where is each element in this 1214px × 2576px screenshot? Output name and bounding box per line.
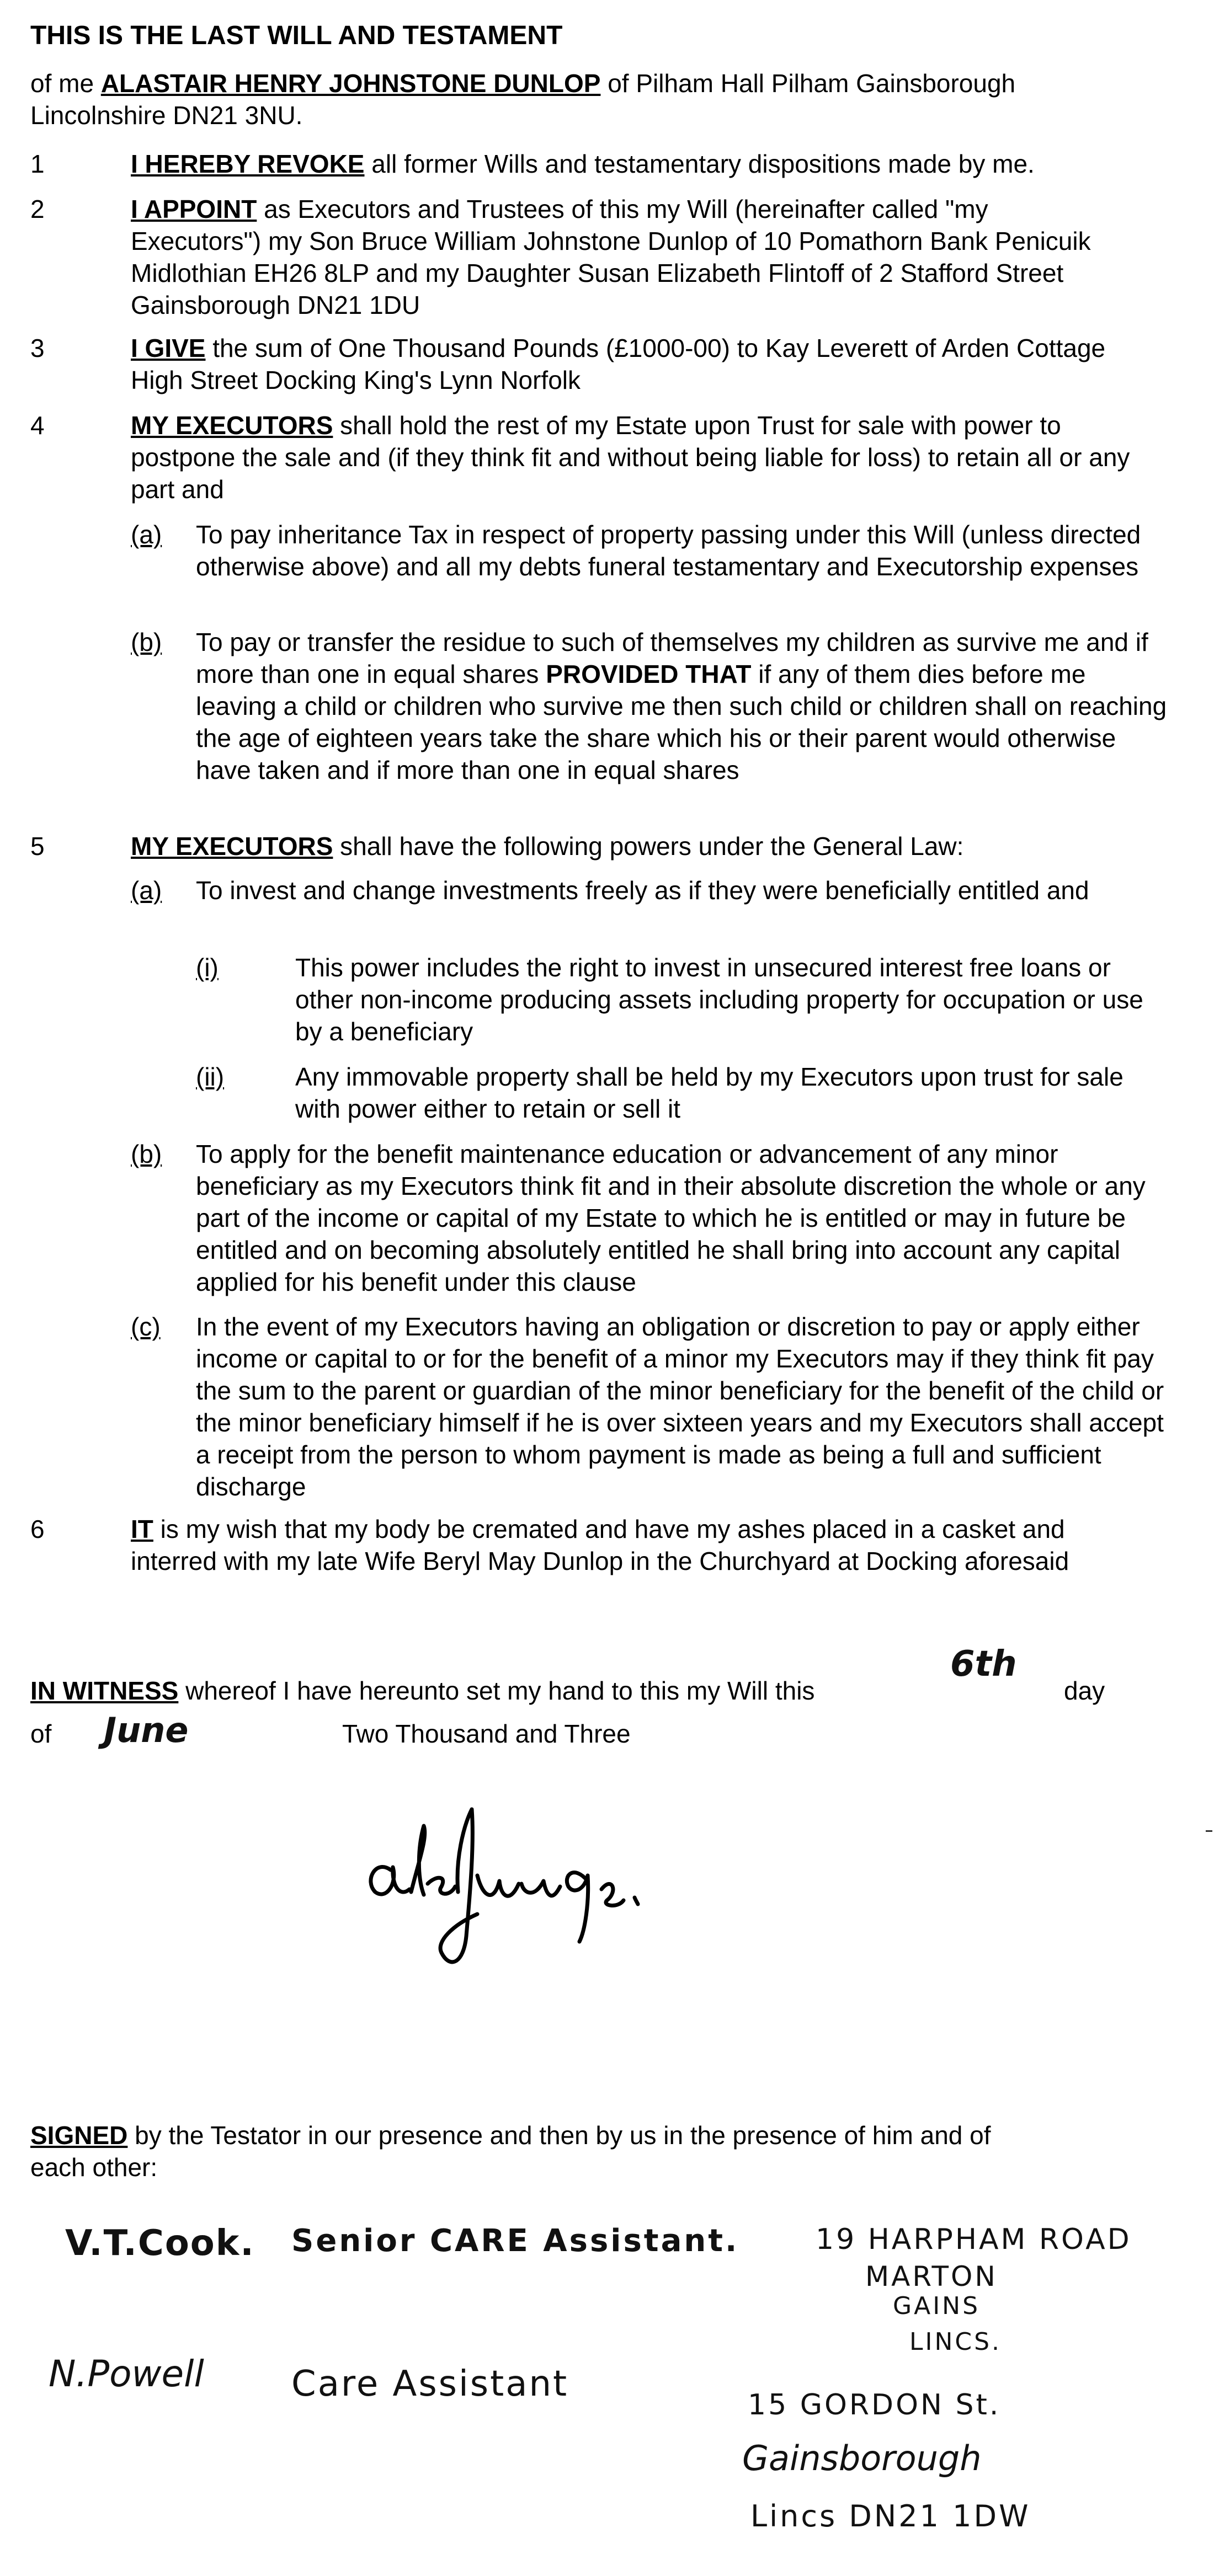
clause-5a-i: This power includes the right to invest in unsecured interest free loans or other non-income producing assets including property for occupation or use by a beneficiary [295,953,1143,1046]
sub-label: (b) [131,628,162,656]
signature-stroke [411,1826,425,1895]
witness-1-address-line: MARTON [865,2260,998,2292]
clause-text: is my wish that my body be cremated and have my ashes placed in a casket and interred with my late Wife Beryl May Dunlop in the Churchyard at Docking aforesaid [131,1515,1069,1575]
handwritten-month: June [104,1710,189,1750]
witness-2-address-line: Gainsborough [742,2438,982,2478]
margin-mark [1206,1830,1212,1832]
clause-text: shall hold the rest of my Estate upon Trust for sale with power to postpone the sale and (if they think fit and without being liable for loss) to retain all or any part and [131,411,1130,504]
signature-stroke [601,1884,624,1905]
clause-keyword: I GIVE [131,334,206,362]
clause-proviso: PROVIDED THAT [546,660,752,688]
clause-text: shall have the following powers under the General Law: [333,832,964,861]
clause-5 [131,830,1168,862]
sub-label: (a) [131,876,162,905]
witness-1-role: Senior CARE Assistant. [291,2223,739,2259]
clause-5b: To apply for the benefit maintenance education or advancement of any minor beneficiary as my Executors think fit and in their absolute discretion the whole or any part of the income or capital of my Estate to which he is entitled or may in future be entitled and on becoming absolutely entitled he shall bring into account any capital applied for his benefit under this clause [196,1140,1146,1296]
witness-1-address-line: LINCS. [909,2328,1002,2356]
of-word: of [30,1719,52,1748]
signature-stroke [371,1867,409,1894]
signature-stroke [635,1898,638,1904]
sub-label: (b) [131,1140,162,1168]
signature-stroke [440,1809,477,1962]
intro-line-1 [30,67,1178,99]
attestation-keyword: SIGNED [30,2121,128,2150]
clause-text: To pay or transfer the residue to such of themselves my children as survive me and if more than one in equal shares [196,628,1148,688]
intro-line-2: Lincolnshire DN21 3NU. [30,101,303,130]
clause-keyword: IT [131,1515,153,1543]
clause-2 [131,193,1091,321]
day-word: day [1064,1676,1105,1705]
clause-text: the sum of One Thousand Pounds (£1000-00) to Kay Leverett of Arden Cottage High Street Docking King's Lynn Norfolk [131,334,1106,394]
sub-label: (i) [196,953,219,982]
clause-5a-ii: Any immovable property shall be held by my Executors upon trust for sale with power either to retain or sell it [295,1062,1124,1123]
sub-label: (c) [131,1312,161,1341]
clause-text: all former Wills and testamentary dispositions made by me. [364,149,1035,178]
clause-3 [131,332,1124,396]
intro-prefix: of me [30,69,101,98]
testator-signature [359,1793,701,1980]
clause-6 [131,1513,1124,1577]
clause-5c: In the event of my Executors having an obligation or discretion to pay or apply either income or capital to or for the benefit of a minor my Executors may if they think fit pay the sum to the parent or guardian of the minor beneficiary for the benefit of the child or the minor beneficiary himself if he is over sixteen years and my Executors shall accept a receipt from the person to whom payment is made as being a full and sufficient discharge [196,1312,1164,1501]
witness-1-address-line: GAINS [893,2292,981,2320]
attestation-clause [30,2119,991,2151]
clause-number: 6 [30,1515,45,1543]
year-text: Two Thousand and Three [342,1719,631,1748]
attestation-text: by the Testator in our presence and then by us in the presence of him and of [127,2121,991,2150]
witness-clause [30,1675,814,1707]
clause-1 [131,148,1168,180]
signature-stroke [521,1881,560,1896]
sub-label: (ii) [196,1062,225,1091]
witness-1-name: V.T.Cook. [65,2223,255,2264]
clause-4 [131,409,1168,505]
attestation-line-2: each other: [30,2153,158,2182]
clause-text: if any of them dies before me leaving a child or children who survive me then such child or children shall on reaching the age of eighteen years take the share which his or their parent would otherwise have taken and if more than one in equal shares [196,660,1167,784]
signature-stroke [428,1878,455,1894]
clause-number: 3 [30,334,45,362]
clause-keyword: MY EXECUTORS [131,411,333,440]
clause-5a: To invest and change investments freely as if they were beneficially entitled and [196,876,1089,905]
witness-text: whereof I have hereunto set my hand to this my Will this [178,1676,815,1705]
clause-number: 5 [30,832,45,861]
clause-keyword: MY EXECUTORS [131,832,333,861]
clause-keyword: I APPOINT [131,195,257,223]
clause-number: 4 [30,411,45,440]
document-title: THIS IS THE LAST WILL AND TESTAMENT [30,21,563,50]
testator-name: ALASTAIR HENRY JOHNSTONE DUNLOP [100,69,601,98]
witness-2-role: Care Assistant [291,2364,569,2404]
clause-text: as Executors and Trustees of this my Will (hereinafter called "my Executors") my Son Bruce William Johnstone Dunlop of 10 Pomathorn Bank Penicuik Midlothian EH26 8LP and my Daughter Susan Elizabeth Flintoff of 2 Stafford Street Gainsborough DN21 1DU [131,195,1091,319]
handwritten-day: 6th [950,1644,1017,1685]
witness-2-address-line: Lincs DN21 1DW [750,2499,1031,2534]
witness-2-address-line: 15 GORDON St. [748,2388,1001,2422]
clause-4b [196,626,1167,786]
witness-1-address-line: 19 HARPHAM ROAD [816,2223,1132,2256]
clause-number: 2 [30,195,45,223]
sub-label: (a) [131,520,162,549]
signature-stroke [567,1873,588,1942]
clause-keyword: I HEREBY REVOKE [131,149,365,178]
intro-rest-1: of Pilham Hall Pilham Gainsborough [600,69,1016,98]
clause-4a: To pay inheritance Tax in respect of property passing under this Will (unless directed otherwise above) and all my debts funeral testamentary and Executorship expenses [196,520,1141,581]
witness-keyword: IN WITNESS [30,1676,179,1705]
witness-2-name: N.Powell [49,2353,204,2395]
signature-stroke [477,1875,519,1896]
clause-number: 1 [30,149,45,178]
